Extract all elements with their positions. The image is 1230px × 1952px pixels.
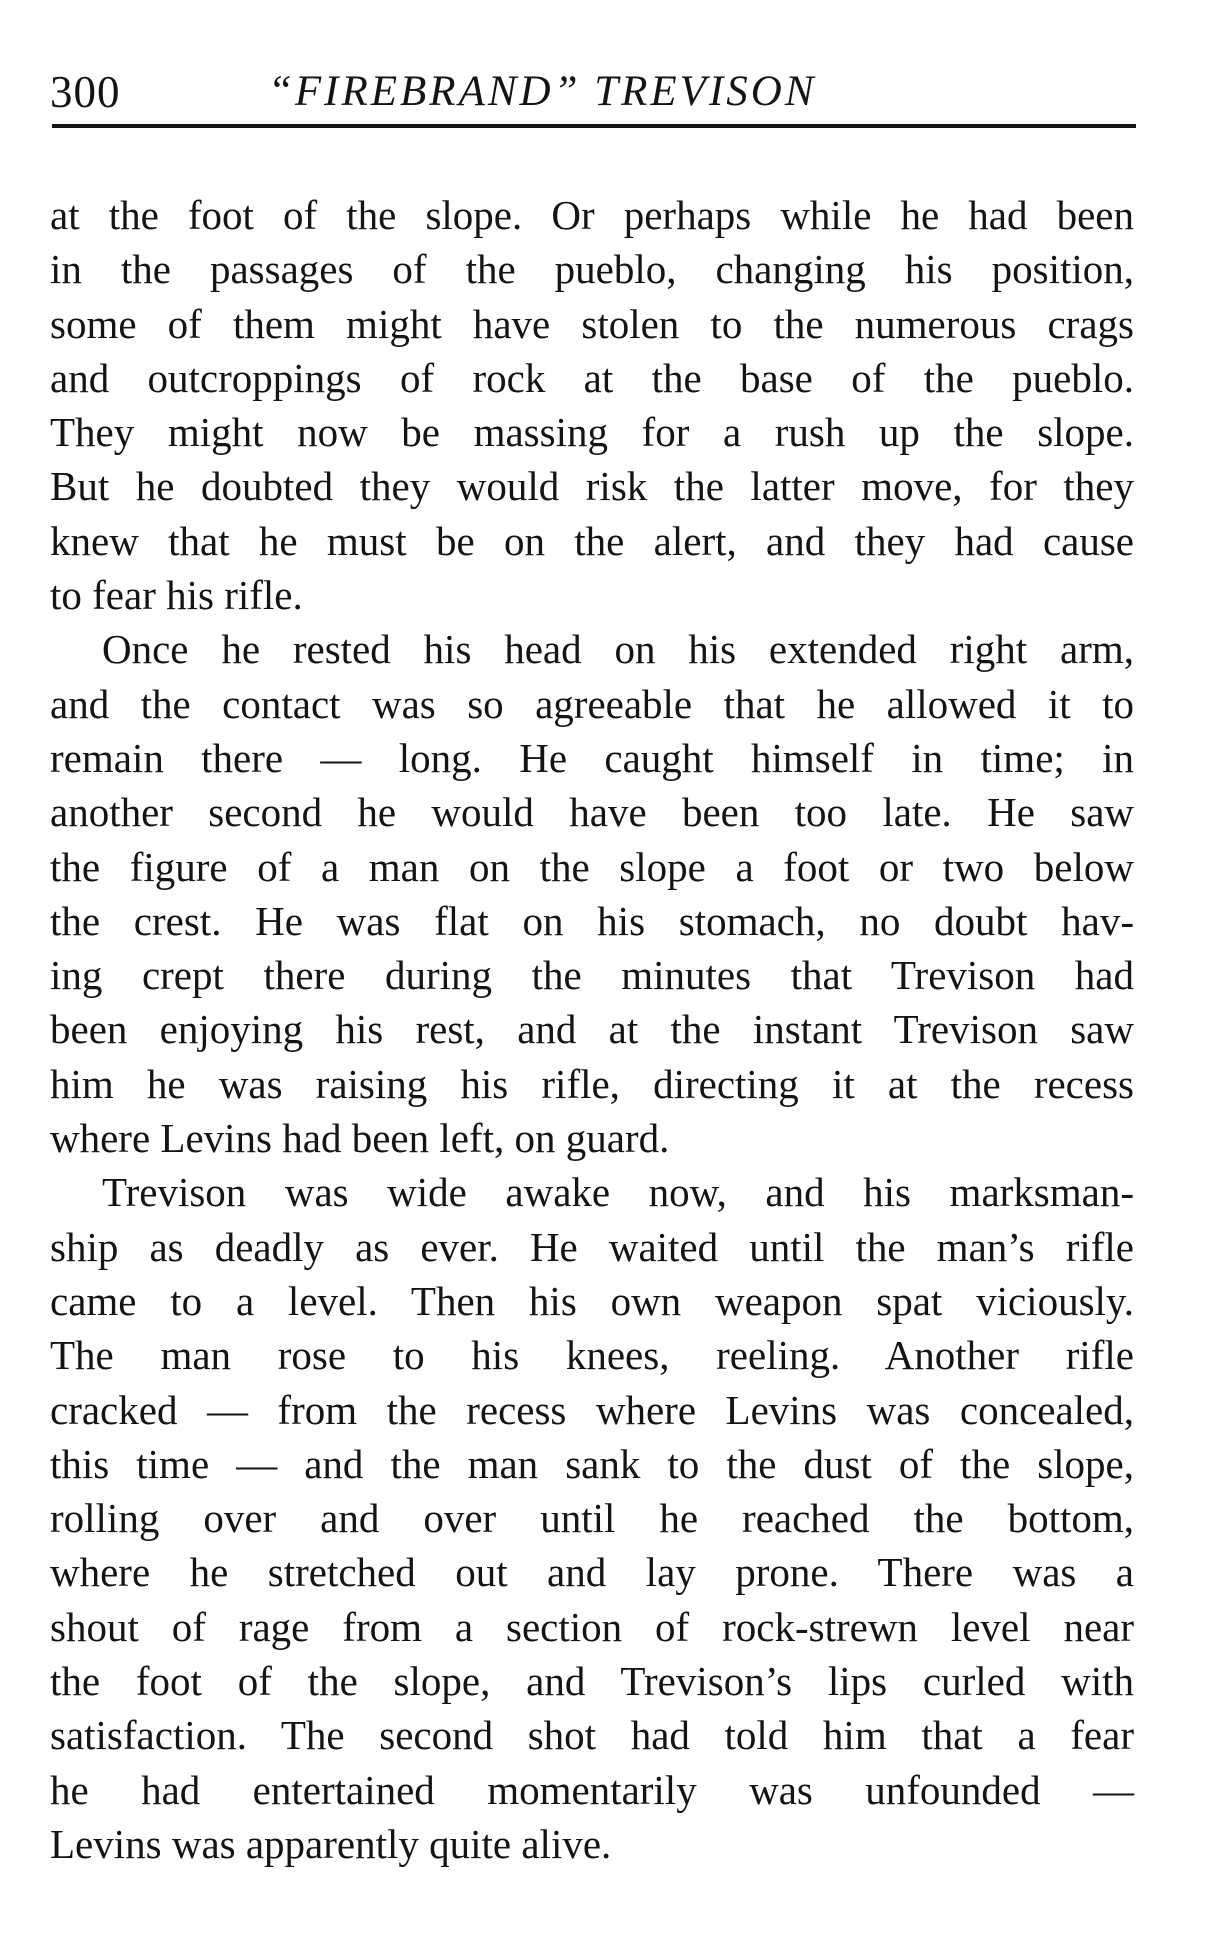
text-line: rolling over and over until he reached the bottom,: [50, 1495, 1134, 1542]
text-line: the figure of a man on the slope a foot or two below: [50, 843, 1134, 890]
text-line: another second he would have been too late. He saw: [50, 789, 1134, 836]
text-line: the crest. He was flat on his stomach, no doubt hav-: [50, 897, 1134, 944]
text-line: They might now be massing for a rush up the slope.: [50, 409, 1134, 456]
text-line: the foot of the slope, and Trevison’s lips curled with: [50, 1658, 1134, 1705]
running-head: [50, 62, 1138, 122]
text-line: ship as deadly as ever. He waited until the man’s rifle: [50, 1223, 1134, 1270]
text-line: and the contact was so agreeable that he allowed it to: [50, 680, 1134, 727]
text-line: in the passages of the pueblo, changing his position,: [50, 246, 1134, 293]
text-line: cracked — from the recess where Levins was concealed,: [50, 1386, 1134, 1433]
text-line: this time — and the man sank to the dust of the slope,: [50, 1440, 1134, 1487]
text-line: him he was raising his rifle, directing it at the recess: [50, 1060, 1134, 1107]
text-line: where Levins had been left, on guard.: [50, 1115, 670, 1162]
text-line: been enjoying his rest, and at the instant Trevison saw: [50, 1006, 1134, 1053]
text-line: came to a level. Then his own weapon spat viciously.: [50, 1277, 1134, 1324]
body-text: [50, 188, 1134, 1871]
page-number: 300: [50, 67, 121, 117]
text-line: Once he rested his head on his extended right arm,: [102, 626, 1134, 673]
text-line: knew that he must be on the alert, and they had cause: [50, 517, 1134, 564]
text-line: to fear his rifle.: [50, 572, 303, 619]
text-line: some of them might have stolen to the numerous crags: [50, 300, 1134, 347]
text-line: Levins was apparently quite alive.: [50, 1820, 612, 1867]
text-line: remain there — long. He caught himself in time; in: [50, 734, 1134, 781]
text-line: The man rose to his knees, reeling. Another rifle: [50, 1332, 1134, 1379]
text-line: he had entertained momentarily was unfounded —: [50, 1766, 1134, 1813]
running-title: “FIREBRAND” TREVISON: [268, 68, 817, 115]
text-line: where he stretched out and lay prone. There was a: [50, 1549, 1134, 1596]
text-line: shout of rage from a section of rock-strewn level near: [50, 1603, 1134, 1650]
text-line: But he doubted they would risk the latter move, for they: [50, 463, 1134, 510]
text-line: and outcroppings of rock at the base of the pueblo.: [50, 354, 1134, 401]
text-line: at the foot of the slope. Or perhaps while he had been: [50, 192, 1134, 238]
text-line: ing crept there during the minutes that Trevison had: [50, 952, 1134, 999]
text-line: satisfaction. The second shot had told him that a fear: [50, 1712, 1134, 1759]
header-rule: [52, 124, 1136, 128]
text-line: Trevison was wide awake now, and his marksman-: [102, 1169, 1134, 1216]
